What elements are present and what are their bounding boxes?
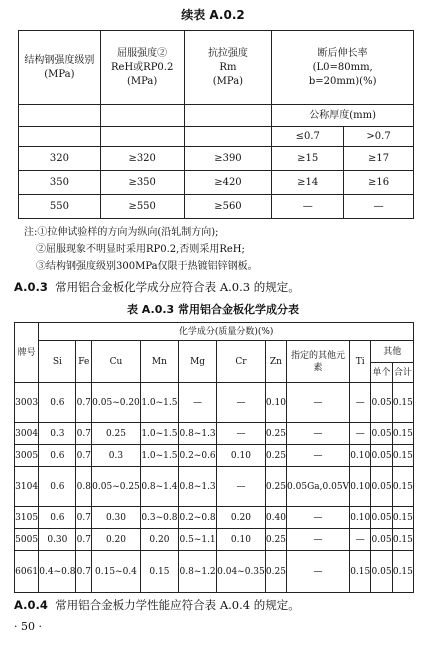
- table2: 牌号 化学成分(质量分数)(%) Si Fe Cu Mn Mg Cr Zn 指定的其他元素 Ti 其他 单个 合计 3003 0.6 0.7 0.05~0.20 1.0~1.5 — — 0.10 — — 0.05 0.15 3004 0.3 0.7 0.25 1.0~1.5 0.8~1.3 — 0.25 — — 0.05 0.15 3005 0.6 0.7 0.3 1.0~1.5 0.2~0.6 0.10 0.25 — 0.10 0.05 0.15 3104 0.6 0.8 0.05~0.25 0.8~1.4 0.8~1.3 — 0.25 0.05Ga,0.05V 0.10 0.05 0.15 3105 0.6 0.7 0.30 0.3~0.8 0.2~0.8 0.20 0.40 — 0.10 0.05 0.15 5005 0.30 0.7 0.20 0.20 0.5~1.1 0.10 0.25 — — 0.05 0.15 6061 0.4~0.8 0.7 0.15~0.4 0.15 0.8~1.2 0.04~0.35 0.25 — 0.15 0.05 0.15: [14, 322, 414, 593]
- note-1: 注:①拉伸试验样的方向为纵向(沿轧制方向);: [24, 227, 219, 238]
- clause-a03: [14, 279, 300, 295]
- table-row: 3005 0.6 0.7 0.3 1.0~1.5 0.2~0.6 0.10 0.25 — 0.10 0.05 0.15: [15, 445, 414, 467]
- thickness-le: ≤0.7: [272, 127, 344, 147]
- tensile-header: 抗拉强度 Rm (MPa): [184, 31, 272, 105]
- note-3: ③结构钢强度级别300MPa仅限于热镀铝锌钢板。: [36, 261, 258, 272]
- clause-text: 常用铝合金板化学成分应符合表 A.0.3 的规定。: [55, 280, 300, 294]
- single-header: 单个: [371, 363, 392, 383]
- grade-header: 结构钢强度级别(MPa): [19, 31, 101, 105]
- clause-a04: [14, 597, 300, 613]
- table1-title: 续表 A.0.2: [181, 8, 245, 22]
- table1: [18, 30, 414, 219]
- table-row: 350 ≥350 ≥420 ≥14 ≥16: [19, 171, 414, 195]
- page-number: · 50 ·: [14, 620, 42, 633]
- clause-text: 常用铝合金板力学性能应符合表 A.0.4 的规定。: [55, 598, 300, 612]
- thickness-header: 公称厚度(mm): [272, 105, 414, 127]
- table2-title: 表 A.0.3 常用铝合金板化学成分表: [126, 303, 300, 316]
- clause-number: A.0.4: [14, 598, 48, 612]
- yield-header: 屈服强度② ReH或RP0.2 (MPa): [100, 31, 184, 105]
- table-row: 6061 0.4~0.8 0.7 0.15~0.4 0.15 0.8~1.2 0.04~0.35 0.25 — 0.15 0.05 0.15: [15, 551, 414, 593]
- thickness-gt: >0.7: [344, 127, 414, 147]
- elongation-header: 断后伸长率 (L0=80mm, b=20mm)(%): [272, 31, 414, 105]
- other-elements-header: 指定的其他元素: [287, 341, 350, 383]
- table-row: 3104 0.6 0.8 0.05~0.25 0.8~1.4 0.8~1.3 — 0.25 0.05Ga,0.05V 0.10 0.05 0.15: [15, 467, 414, 507]
- table-row: 550 ≥550 ≥560 — —: [19, 195, 414, 219]
- table-row: 3003 0.6 0.7 0.05~0.20 1.0~1.5 — — 0.10 — — 0.05 0.15: [15, 383, 414, 423]
- table-row: 5005 0.30 0.7 0.20 0.20 0.5~1.1 0.10 0.25 — — 0.05 0.15: [15, 529, 414, 551]
- total-header: 合计: [392, 363, 413, 383]
- grade-header: 牌号: [15, 323, 39, 383]
- other-header: 其他: [371, 341, 414, 363]
- table-row: 3004 0.3 0.7 0.25 1.0~1.5 0.8~1.3 — 0.25 — — 0.05 0.15: [15, 423, 414, 445]
- note-2: ②屈服现象不明显时采用RP0.2,否则采用ReH;: [36, 244, 245, 255]
- chem-header: 化学成分(质量分数)(%): [39, 323, 414, 341]
- clause-number: A.0.3: [14, 280, 48, 294]
- table-row: 3105 0.6 0.7 0.30 0.3~0.8 0.2~0.8 0.20 0.40 — 0.10 0.05 0.15: [15, 507, 414, 529]
- table-row: 320 ≥320 ≥390 ≥15 ≥17: [19, 147, 414, 171]
